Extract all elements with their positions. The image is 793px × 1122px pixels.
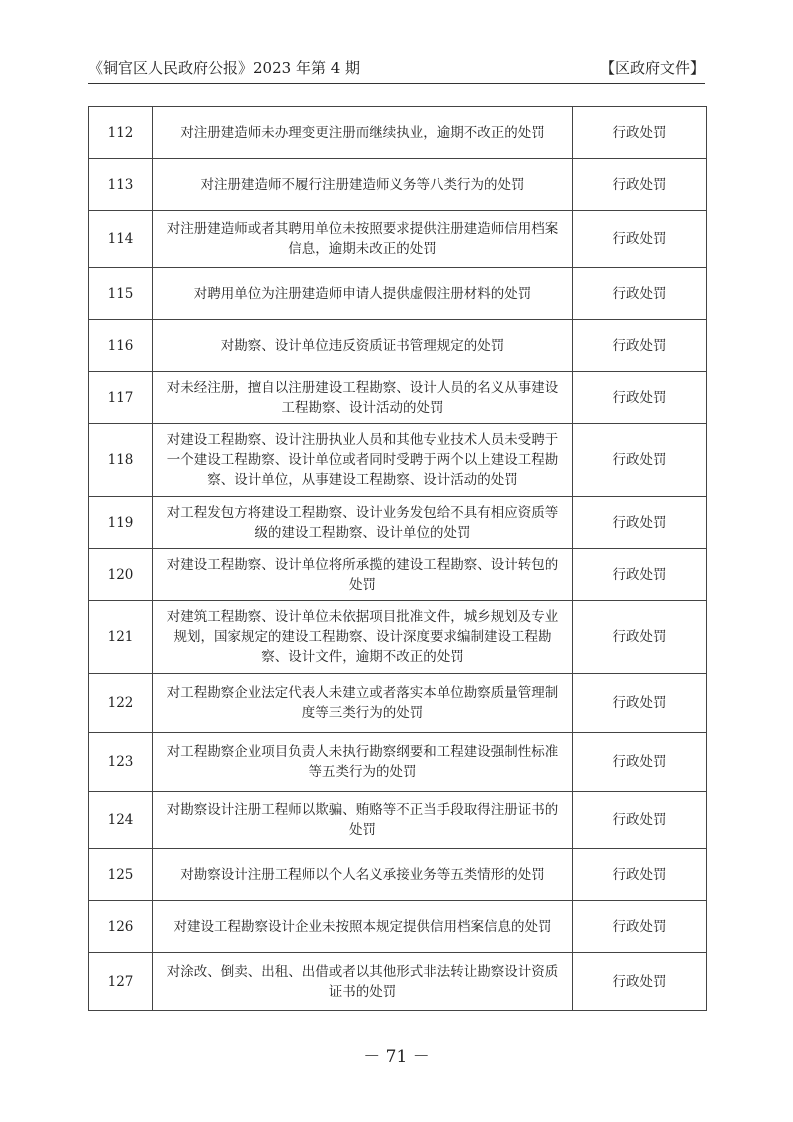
item-type: 行政处罚 [573, 211, 707, 268]
item-description: 对勘察设计注册工程师以欺骗、贿赂等不正当手段取得注册证书的处罚 [153, 792, 573, 849]
table-row [89, 320, 707, 372]
item-description: 对聘用单位为注册建造师申请人提供虚假注册材料的处罚 [153, 268, 573, 320]
row-number: 127 [89, 953, 153, 1011]
header-divider [88, 83, 705, 84]
table-row [89, 424, 707, 497]
table-row [89, 372, 707, 424]
row-number: 123 [89, 733, 153, 792]
item-description: 对建设工程勘察设计企业未按照本规定提供信用档案信息的处罚 [153, 901, 573, 953]
item-description: 对未经注册，擅自以注册建设工程勘察、设计人员的名义从事建设工程勘察、设计活动的处罚 [153, 372, 573, 424]
bulletin-title: 《铜官区人民政府公报》2023 年第 4 期 [88, 59, 361, 77]
row-number: 122 [89, 674, 153, 733]
row-number: 124 [89, 792, 153, 849]
item-type: 行政处罚 [573, 372, 707, 424]
item-type: 行政处罚 [573, 953, 707, 1011]
item-type: 行政处罚 [573, 107, 707, 159]
item-type: 行政处罚 [573, 792, 707, 849]
item-type: 行政处罚 [573, 601, 707, 674]
row-number: 121 [89, 601, 153, 674]
item-description: 对建设工程勘察、设计注册执业人员和其他专业技术人员未受聘于一个建设工程勘察、设计单位或者同时受聘于两个以上建设工程勘察、设计单位，从事建设工程勘察、设计活动的处罚 [153, 424, 573, 497]
item-description: 对工程发包方将建设工程勘察、设计业务发包给不具有相应资质等级的建设工程勘察、设计单位的处罚 [153, 497, 573, 549]
item-type: 行政处罚 [573, 674, 707, 733]
table-row [89, 549, 707, 601]
item-description: 对注册建造师未办理变更注册而继续执业，逾期不改正的处罚 [153, 107, 573, 159]
table-row [89, 901, 707, 953]
row-number: 120 [89, 549, 153, 601]
penalty-table-body [89, 107, 707, 1011]
table-row [89, 159, 707, 211]
item-description: 对勘察、设计单位违反资质证书管理规定的处罚 [153, 320, 573, 372]
table-row [89, 107, 707, 159]
item-description: 对注册建造师或者其聘用单位未按照要求提供注册建造师信用档案信息，逾期未改正的处罚 [153, 211, 573, 268]
item-type: 行政处罚 [573, 497, 707, 549]
row-number: 112 [89, 107, 153, 159]
table-row [89, 211, 707, 268]
item-type: 行政处罚 [573, 549, 707, 601]
row-number: 125 [89, 849, 153, 901]
row-number: 118 [89, 424, 153, 497]
item-description: 对建筑工程勘察、设计单位未依据项目批准文件，城乡规划及专业规划，国家规定的建设工程勘察、设计深度要求编制建设工程勘察、设计文件，逾期不改正的处罚 [153, 601, 573, 674]
row-number: 126 [89, 901, 153, 953]
table-row [89, 268, 707, 320]
item-type: 行政处罚 [573, 320, 707, 372]
item-description: 对建设工程勘察、设计单位将所承揽的建设工程勘察、设计转包的处罚 [153, 549, 573, 601]
row-number: 116 [89, 320, 153, 372]
row-number: 113 [89, 159, 153, 211]
page-header [88, 56, 705, 80]
row-number: 119 [89, 497, 153, 549]
section-label: 【区政府文件】 [599, 59, 705, 77]
item-type: 行政处罚 [573, 159, 707, 211]
table-row [89, 849, 707, 901]
item-description: 对涂改、倒卖、出租、出借或者以其他形式非法转让勘察设计资质证书的处罚 [153, 953, 573, 1011]
item-description: 对注册建造师不履行注册建造师义务等八类行为的处罚 [153, 159, 573, 211]
row-number: 117 [89, 372, 153, 424]
item-description: 对工程勘察企业法定代表人未建立或者落实本单位勘察质量管理制度等三类行为的处罚 [153, 674, 573, 733]
item-type: 行政处罚 [573, 268, 707, 320]
table-row [89, 733, 707, 792]
item-type: 行政处罚 [573, 733, 707, 792]
item-description: 对勘察设计注册工程师以个人名义承接业务等五类情形的处罚 [153, 849, 573, 901]
row-number: 115 [89, 268, 153, 320]
table-row [89, 792, 707, 849]
table-row [89, 601, 707, 674]
row-number: 114 [89, 211, 153, 268]
item-type: 行政处罚 [573, 849, 707, 901]
item-type: 行政处罚 [573, 901, 707, 953]
item-type: 行政处罚 [573, 424, 707, 497]
table-row [89, 953, 707, 1011]
item-description: 对工程勘察企业项目负责人未执行勘察纲要和工程建设强制性标准等五类行为的处罚 [153, 733, 573, 792]
penalty-table [88, 106, 707, 1011]
table-row [89, 674, 707, 733]
page-number: － 71 － [363, 1047, 430, 1067]
table-row [89, 497, 707, 549]
